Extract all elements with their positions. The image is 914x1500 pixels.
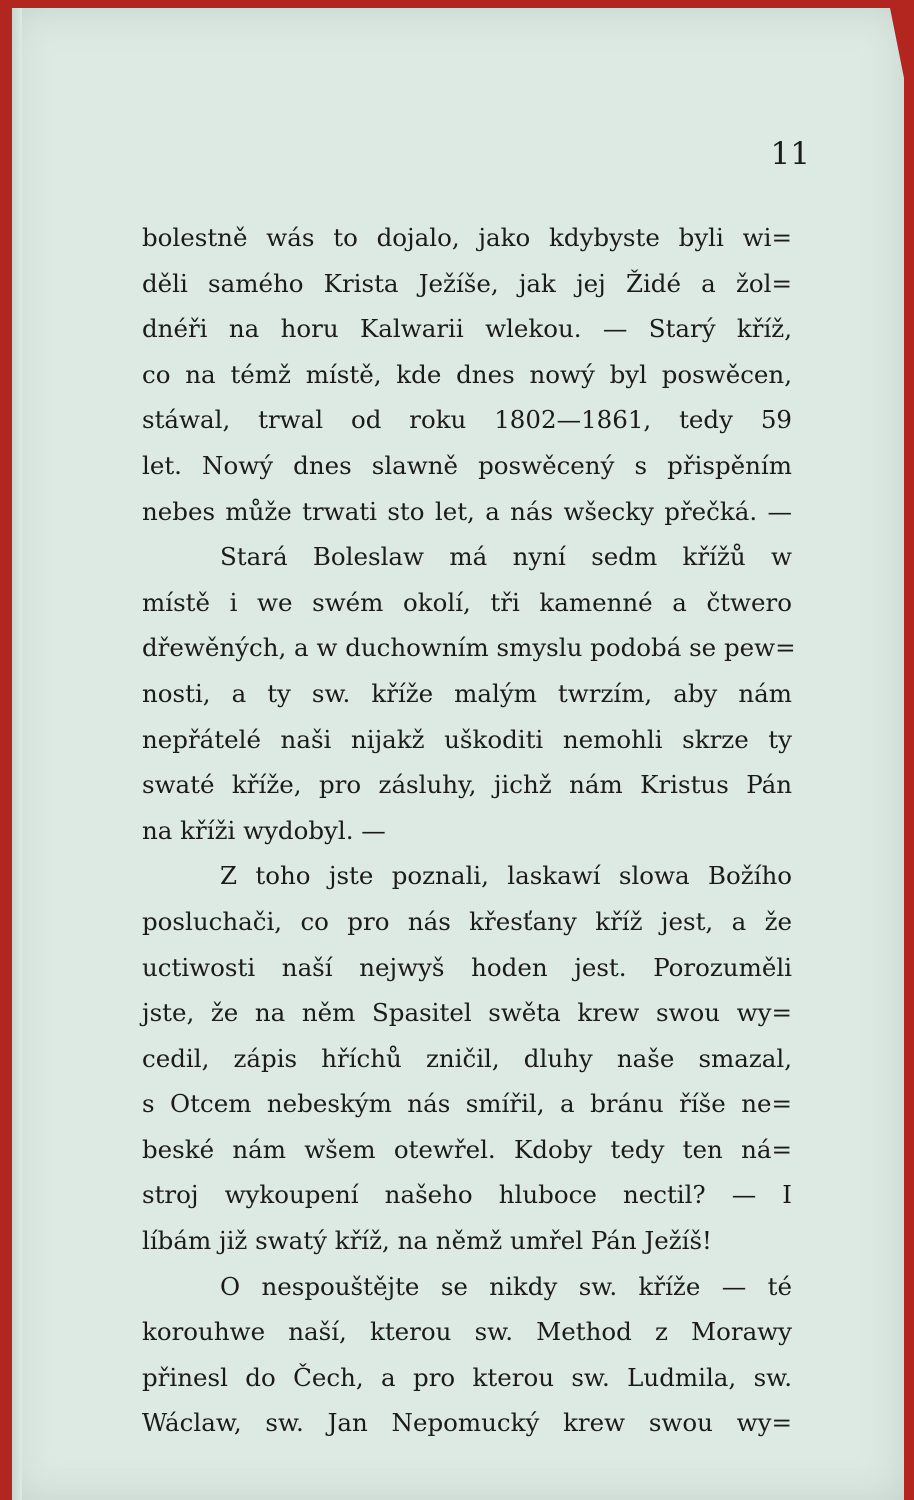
- text-line: let. Nowý dnes slawně poswěcený s přispěním: [142, 450, 792, 480]
- text-line: bolestně wás to dojalo, jako kdybyste byli wi=: [142, 223, 792, 252]
- text-line: Wáclaw, sw. Jan Nepomucký krew swou wy=: [142, 1408, 792, 1438]
- page-corner-fold: [890, 8, 904, 78]
- text-line: s Otcem nebeským nás smířil, a bránu říše ne=: [142, 1089, 792, 1119]
- text-line: stroj wykoupení našeho hluboce nectil? — I: [142, 1180, 792, 1210]
- text-line: O nespouštějte se nikdy sw. kříže — té: [220, 1271, 792, 1301]
- text-line: na kříži wydobyl. —: [142, 815, 386, 845]
- text-line: co na témž místě, kde dnes nowý byl poswěcen,: [142, 359, 792, 389]
- text-line: dřewěných, a w duchowním smyslu podobá se pew=: [142, 633, 796, 663]
- text-line: beské nám wšem otewřel. Kdoby tedy ten ná=: [142, 1134, 792, 1164]
- book-page: [12, 8, 904, 1500]
- text-line: korouhwe naší, kterou sw. Method z Morawy: [142, 1317, 792, 1347]
- text-line: cedil, zápis hříchů zničil, dluhy naše smazal,: [142, 1043, 792, 1073]
- text-line: posluchači, co pro nás křesťany kříž jest, a že: [142, 906, 792, 936]
- text-line: nepřátelé naši nijakž uškoditi nemohli skrze ty: [142, 724, 792, 754]
- text-line: nosti, a ty sw. kříže malým twrzím, aby nám: [142, 678, 792, 708]
- text-line: stáwal, trwal od roku 1802—1861, tedy 59: [142, 405, 792, 435]
- text-line: děli samého Krista Ježíše, jak jej Židé a žol=: [142, 268, 792, 298]
- text-line: přinesl do Čech, a pro kterou sw. Ludmila, sw.: [142, 1362, 792, 1392]
- text-line: jste, že na něm Spasitel swěta krew swou wy=: [142, 998, 792, 1028]
- text-line: swaté kříže, pro zásluhy, jichž nám Kristus Pán: [142, 770, 792, 800]
- text-line: Z toho jste poznali, laskawí slowa Božího: [220, 861, 792, 891]
- text-line: uctiwosti naší nejwyš hoden jest. Porozuměli: [142, 952, 792, 982]
- page-number: 11: [770, 136, 810, 172]
- text-line: místě i we swém okolí, tři kamenné a čtwero: [142, 587, 792, 617]
- text-line: dnéři na horu Kalwarii wlekou. — Starý kříž,: [142, 314, 792, 344]
- text-line: nebes může trwati sto let, a nás wšecky přečká. —: [142, 496, 792, 526]
- text-line: Stará Boleslaw má nyní sedm křížů w: [220, 542, 792, 572]
- text-line: líbám již swatý kříž, na němž umřel Pán Ježíš!: [142, 1226, 712, 1256]
- body-text: [142, 215, 796, 1446]
